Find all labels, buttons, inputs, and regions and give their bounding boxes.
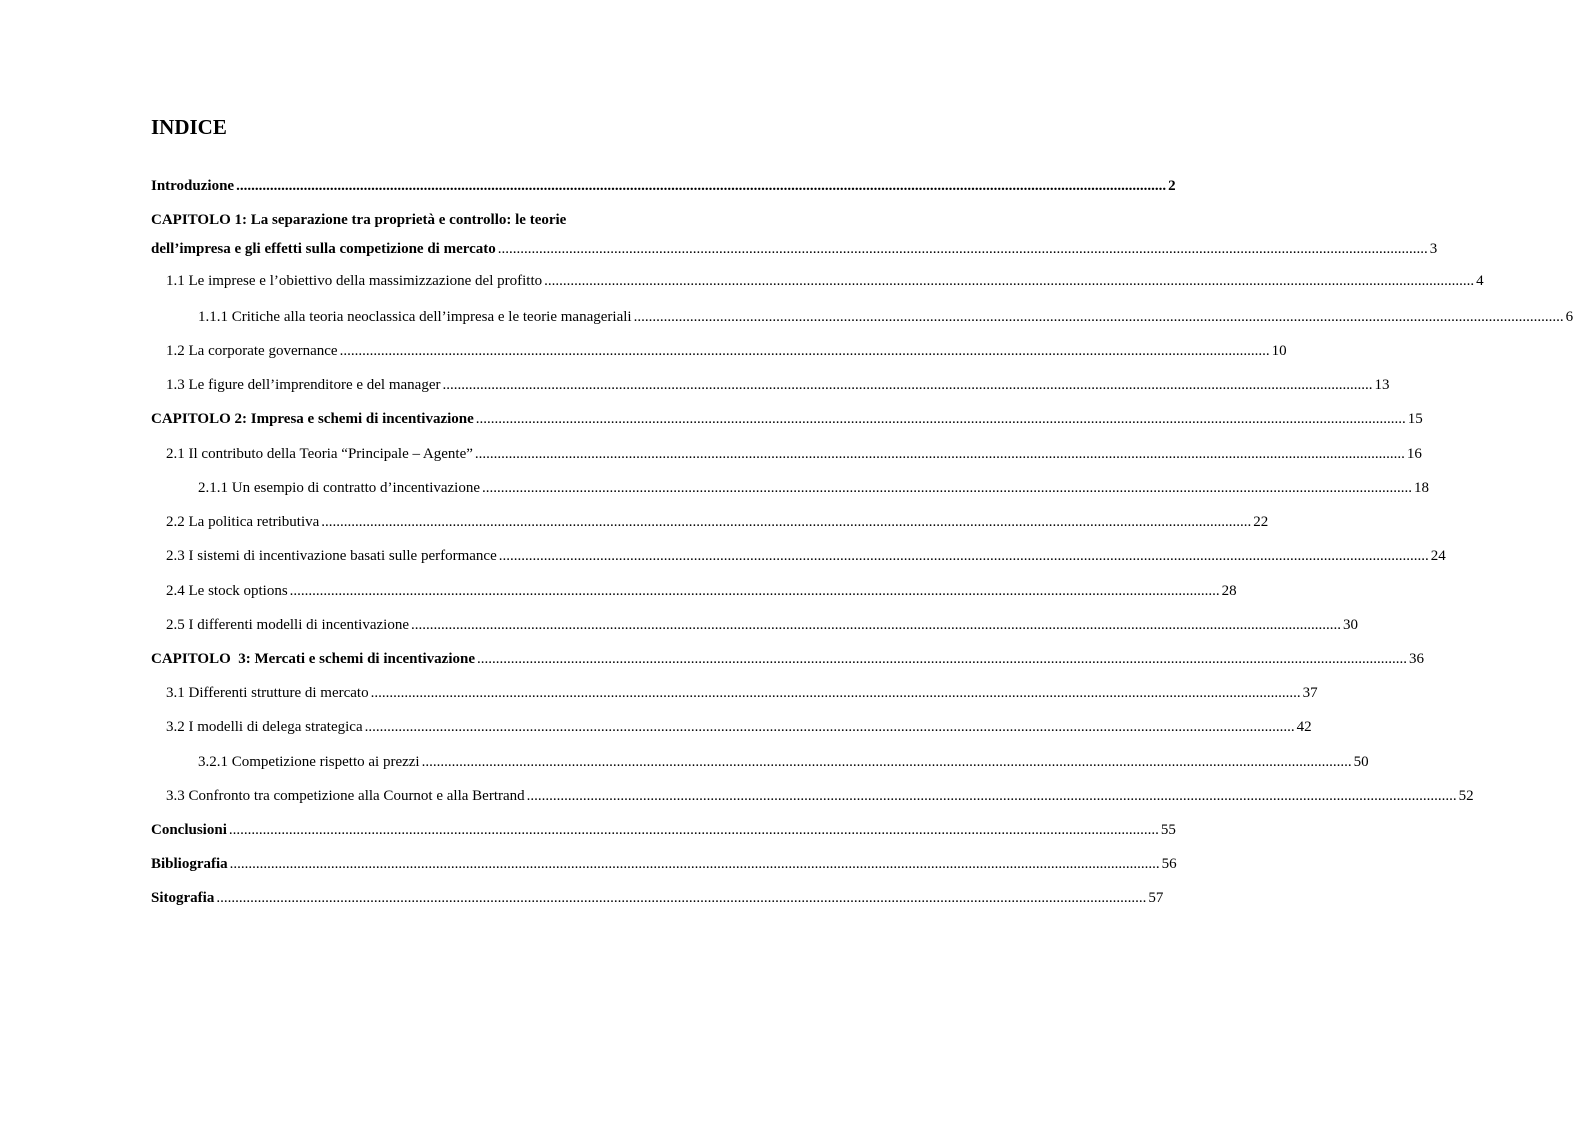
toc-entry-1-2[interactable]	[166, 342, 1287, 360]
toc-entry-page: 50	[1353, 754, 1369, 770]
toc-entry-label: Sitografia	[151, 890, 215, 906]
toc-entry-1-1[interactable]	[166, 272, 1484, 290]
toc-entry-page: 36	[1409, 651, 1424, 667]
dot-leader	[236, 177, 1166, 195]
toc-entry-label: Introduzione	[151, 178, 235, 194]
toc-entry-bibliografia[interactable]	[151, 855, 1177, 873]
toc-entry-label: 2.4 Le stock options	[166, 583, 288, 599]
toc-entry-page: 16	[1406, 446, 1422, 462]
toc-entry-introduzione[interactable]	[151, 177, 1176, 195]
toc-entry-label: Conclusioni	[151, 822, 227, 838]
toc-entry-capitolo-1-line1[interactable]: CAPITOLO 1: La separazione tra proprietà e controllo: le teorie	[151, 212, 567, 228]
toc-entry-2-5[interactable]	[166, 616, 1358, 634]
toc-entry-label: 1.3 Le figure dell’imprenditore e del manager	[166, 377, 441, 393]
toc-entry-page: 28	[1221, 583, 1237, 599]
toc-entry-page: 2	[1168, 178, 1176, 194]
toc-entry-label: 3.1 Differenti strutture di mercato	[166, 685, 369, 701]
dot-leader	[229, 821, 1159, 839]
page-title: INDICE	[151, 115, 227, 139]
toc-entry-label: Bibliografia	[151, 856, 228, 872]
toc-entry-page: 55	[1160, 822, 1176, 838]
toc-entry-page: 42	[1296, 719, 1312, 735]
toc-entry-page: 6	[1565, 309, 1573, 325]
toc-entry-2-3[interactable]	[166, 547, 1446, 565]
dot-leader	[475, 445, 1405, 463]
toc-entry-2-4[interactable]	[166, 582, 1237, 600]
dot-leader	[340, 342, 1270, 360]
toc-entry-page: 30	[1342, 617, 1358, 633]
toc-entry-conclusioni[interactable]	[151, 821, 1176, 839]
toc-entry-label: 1.1 Le imprese e l’obiettivo della massimizzazione del profitto	[166, 273, 543, 289]
toc-entry-3-2-1[interactable]	[198, 753, 1369, 771]
toc-entry-label: 2.1.1 Un esempio di contratto d’incentivazione	[198, 480, 481, 496]
toc-entry-label: 1.1.1 Critiche alla teoria neoclassica dell’impresa e le teorie manageriali	[198, 309, 632, 325]
dot-leader	[498, 240, 1428, 258]
dot-leader	[476, 410, 1406, 428]
toc-entry-label: 3.2 I modelli di delega strategica	[166, 719, 363, 735]
toc-entry-page: 52	[1458, 788, 1474, 804]
toc-entry-label: dell’impresa e gli effetti sulla competizione di mercato	[151, 241, 496, 257]
dot-leader	[216, 889, 1146, 907]
toc-entry-page: 10	[1271, 343, 1287, 359]
toc-entry-label: 1.2 La corporate governance	[166, 343, 338, 359]
toc-entry-sitografia[interactable]	[151, 889, 1164, 907]
toc-entry-page: 22	[1253, 514, 1269, 530]
toc-entry-label: 2.5 I differenti modelli di incentivazione	[166, 617, 409, 633]
toc-entry-label: CAPITOLO 2: Impresa e schemi di incentivazione	[151, 411, 474, 427]
toc-entry-2-1[interactable]	[166, 445, 1422, 463]
toc-entry-1-1-1[interactable]	[198, 308, 1573, 326]
toc-entry-capitolo-3[interactable]	[151, 650, 1424, 668]
toc-entry-label: 3.2.1 Competizione rispetto ai prezzi	[198, 754, 420, 770]
toc-entry-3-3[interactable]	[166, 787, 1474, 805]
toc-entry-page: 15	[1407, 411, 1423, 427]
toc-entry-page: 18	[1414, 480, 1430, 496]
dot-leader	[371, 684, 1301, 702]
dot-leader	[499, 547, 1429, 565]
toc-entry-label: 2.3 I sistemi di incentivazione basati sulle performance	[166, 548, 497, 564]
dot-leader	[527, 787, 1457, 805]
dot-leader	[544, 272, 1474, 290]
toc-entry-label: CAPITOLO 3: Mercati e schemi di incentivazione	[151, 651, 475, 667]
toc-entry-page: 4	[1476, 273, 1484, 289]
toc-entry-3-2[interactable]	[166, 718, 1312, 736]
dot-leader	[482, 479, 1412, 497]
dot-leader	[634, 308, 1564, 326]
toc-entry-2-2[interactable]	[166, 513, 1269, 531]
dot-leader	[411, 616, 1341, 634]
dot-leader	[422, 753, 1352, 771]
dot-leader	[477, 650, 1407, 668]
dot-leader	[321, 513, 1251, 531]
toc-entry-label: 2.1 Il contributo della Teoria “Principale – Agente”	[166, 446, 473, 462]
toc-entry-page: 37	[1302, 685, 1318, 701]
toc-entry-label: 3.3 Confronto tra competizione alla Cournot e alla Bertrand	[166, 788, 525, 804]
toc-entry-page: 3	[1429, 241, 1438, 257]
toc-entry-label: 2.2 La politica retributiva	[166, 514, 320, 530]
toc-entry-page: 24	[1430, 548, 1446, 564]
toc-entry-page: 56	[1161, 856, 1177, 872]
toc-entry-capitolo-2[interactable]	[151, 410, 1423, 428]
toc-entry-2-1-1[interactable]	[198, 479, 1430, 497]
dot-leader	[442, 376, 1372, 394]
toc-entry-page: 13	[1374, 377, 1390, 393]
dot-leader	[365, 718, 1295, 736]
toc-entry-capitolo-1[interactable]	[151, 240, 1438, 258]
toc-entry-3-1[interactable]	[166, 684, 1318, 702]
toc-entry-page: 57	[1148, 890, 1164, 906]
dot-leader	[290, 582, 1220, 600]
dot-leader	[230, 855, 1160, 873]
toc-entry-1-3[interactable]	[166, 376, 1390, 394]
